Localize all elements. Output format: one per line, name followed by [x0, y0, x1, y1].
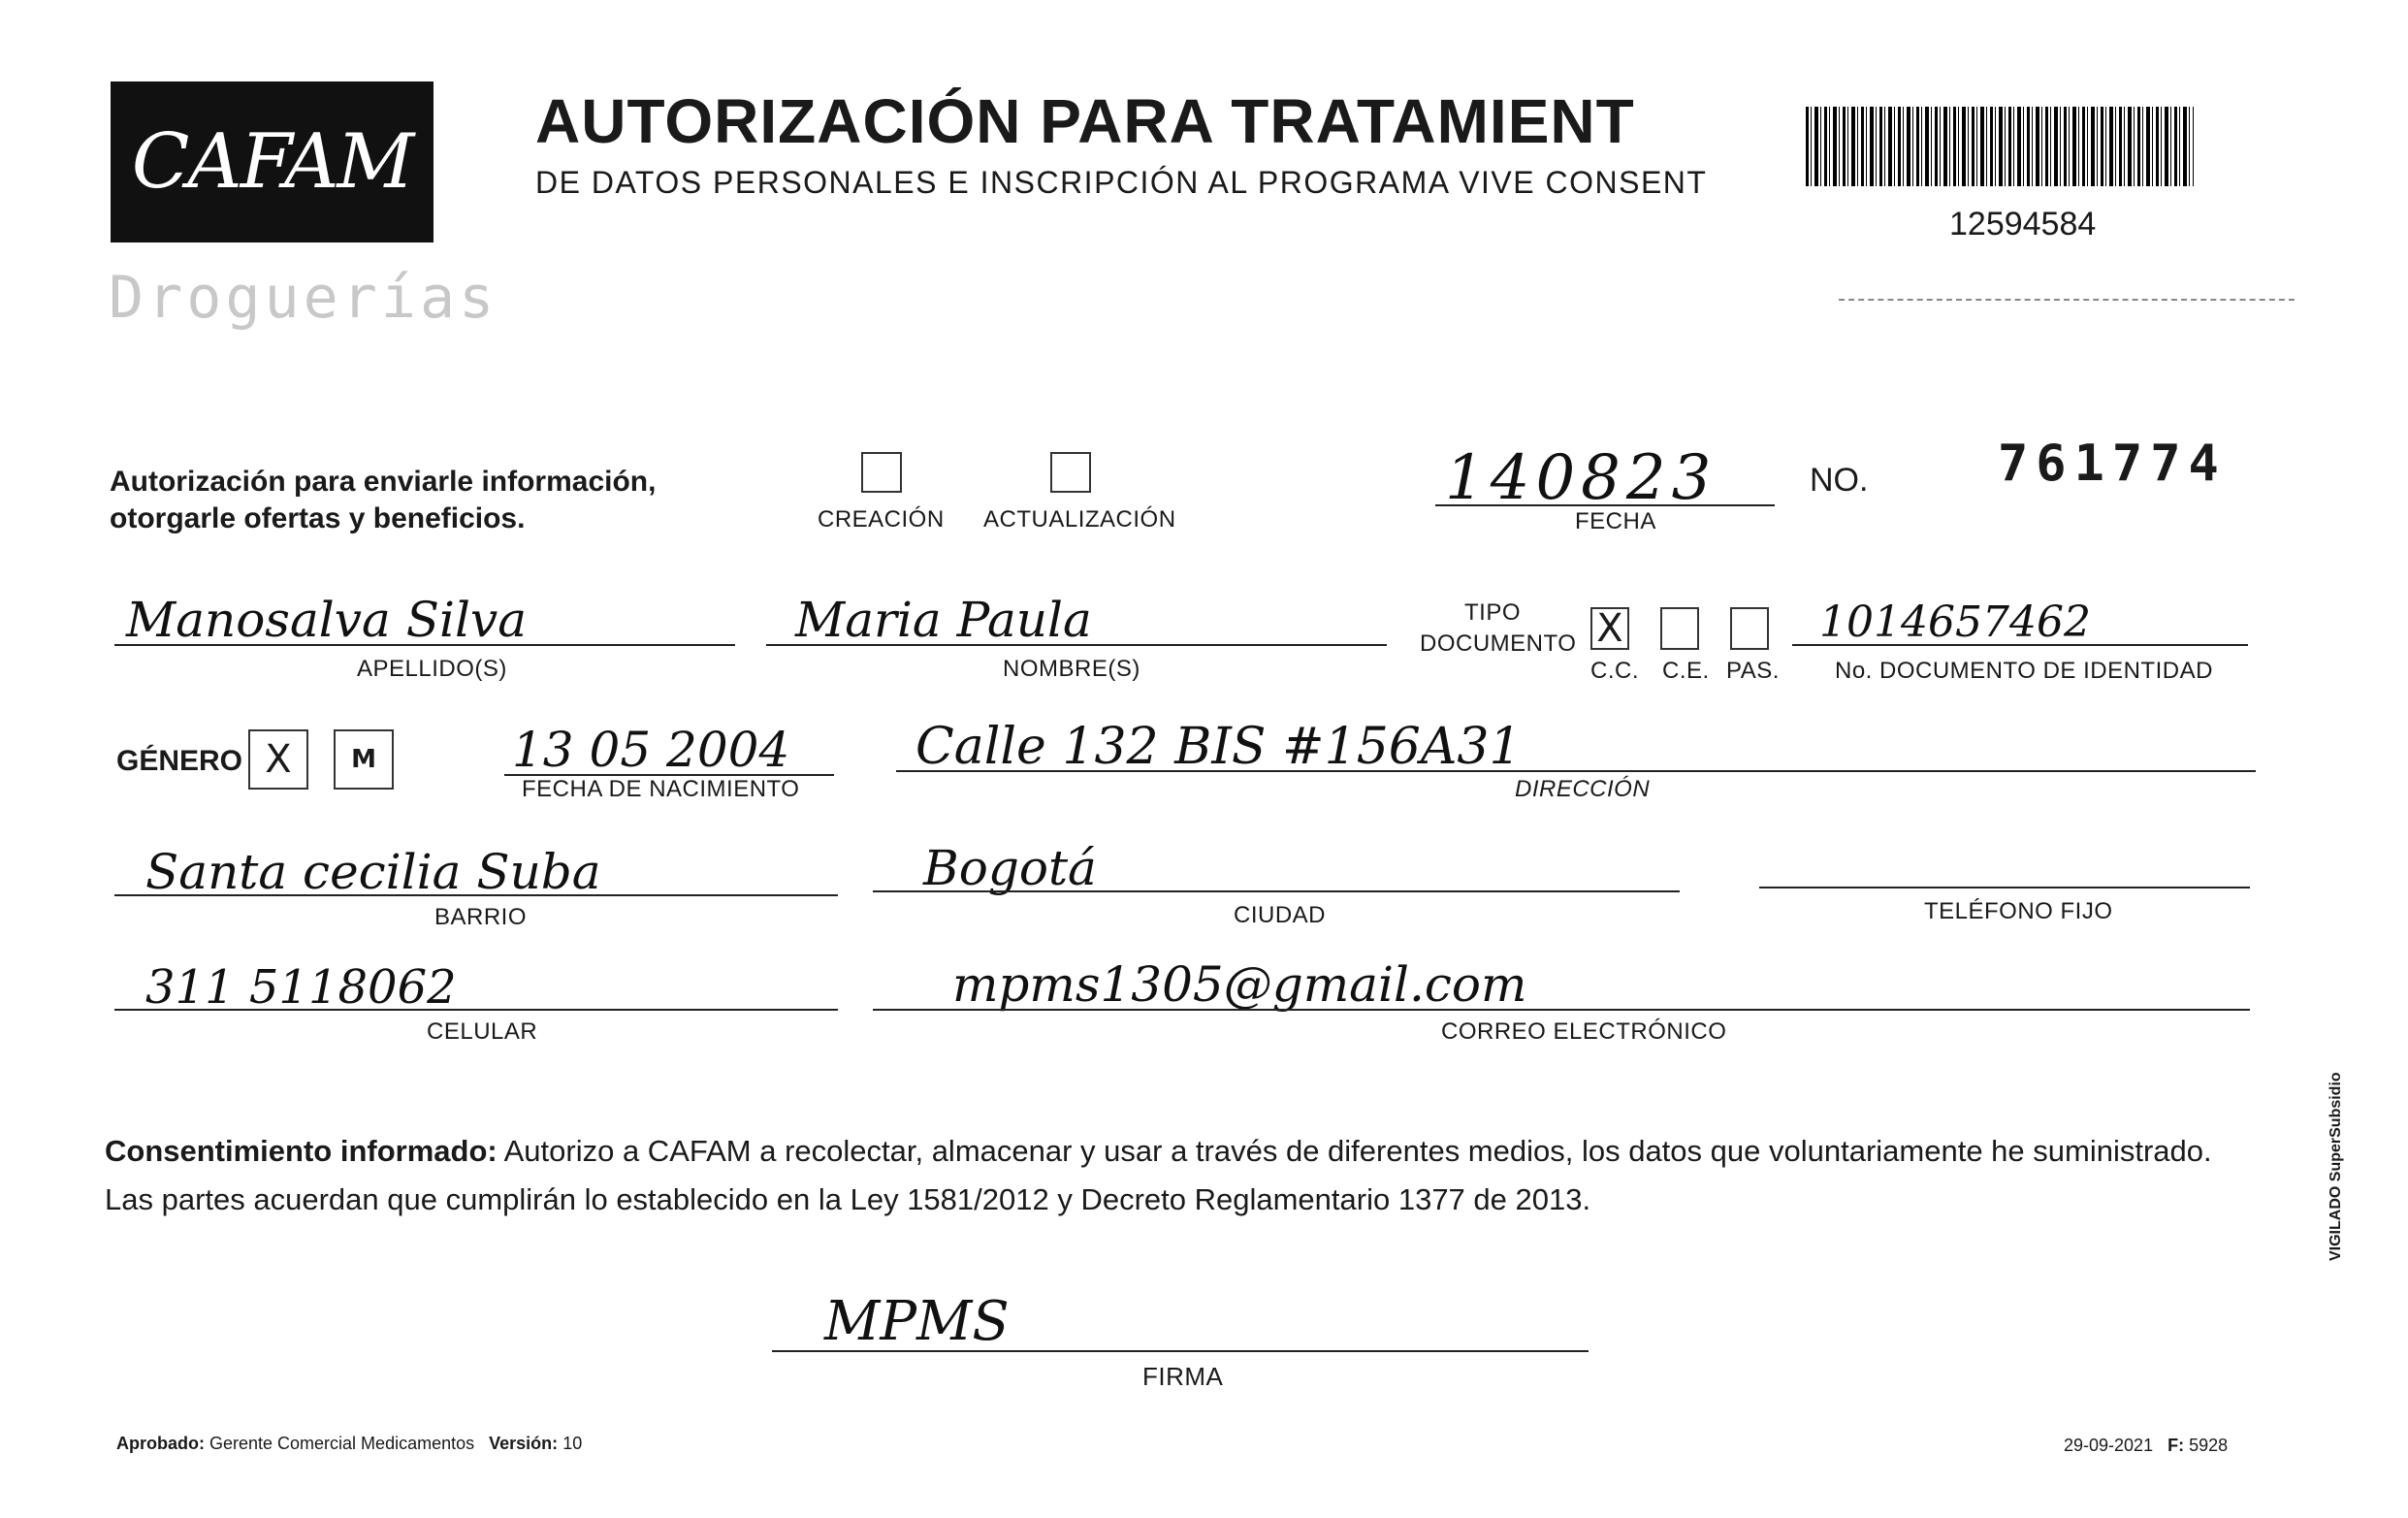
doc-number-value: 1014657462: [1819, 598, 2091, 647]
authorization-line-2: otorgarle ofertas y beneficios.: [110, 502, 526, 534]
logo-subtitle: Droguerías: [109, 264, 498, 332]
barrio-value: Santa cecilia Suba: [145, 844, 601, 900]
address-line[interactable]: [896, 770, 2256, 772]
number-label: NO.: [1810, 462, 1869, 499]
ce-checkbox[interactable]: [1660, 607, 1699, 650]
form-title: AUTORIZACIÓN PARA TRATAMIENT: [535, 86, 1635, 156]
date-value: 140823: [1445, 442, 1718, 514]
cc-mark: X: [1596, 606, 1623, 651]
pas-checkbox[interactable]: [1730, 607, 1769, 650]
consent-line-1: [105, 1127, 2267, 1176]
surnames-value: Manosalva Silva: [126, 592, 528, 648]
gender-f-checkbox[interactable]: [248, 729, 308, 790]
authorization-line-1: Autorización para enviarle información,: [110, 466, 657, 498]
names-value: Maria Paula: [795, 592, 1092, 648]
footer-approved: [116, 1434, 582, 1454]
city-value: Bogotá: [923, 840, 1097, 896]
email-label: CORREO ELECTRÓNICO: [1441, 1018, 1727, 1045]
consent-text: [105, 1127, 2267, 1224]
cc-label: C.C.: [1590, 658, 1639, 684]
f-label: F:: [2167, 1436, 2185, 1455]
birth-date-label: FECHA DE NACIMIENTO: [522, 776, 800, 802]
address-value: Calle 132 BIS #156A31: [915, 718, 1522, 776]
cc-checkbox[interactable]: [1590, 607, 1629, 650]
signature-label: FIRMA: [1142, 1362, 1224, 1391]
consent-lead: Consentimiento informado:: [105, 1134, 498, 1168]
barcode-image: [1806, 107, 2194, 186]
phone-line[interactable]: [1759, 887, 2250, 888]
version-label: Versión:: [489, 1434, 559, 1453]
names-label: NOMBRE(S): [1003, 656, 1140, 682]
signature-line[interactable]: [772, 1350, 1589, 1352]
cell-label: CELULAR: [427, 1018, 538, 1045]
surnames-label: APELLIDO(S): [357, 656, 507, 682]
city-label: CIUDAD: [1234, 902, 1327, 928]
divider: [1839, 299, 2295, 301]
names-line[interactable]: [766, 644, 1387, 646]
footer-date: 29-09-2021: [2064, 1436, 2154, 1455]
gender-m-label: M: [351, 745, 376, 774]
cell-value: 311 5118062: [145, 960, 457, 1015]
side-text: VIGILADO SuperSubsidio: [2328, 1072, 2344, 1261]
barrio-label: BARRIO: [434, 904, 528, 930]
signature-value: MPMS: [824, 1290, 1010, 1353]
pas-label: PAS.: [1726, 658, 1780, 684]
consent-line-2: Las partes acuerdan que cumplirán lo establecido en la Ley 1581/2012 y Decreto Reglamentario 1377 de 2013.: [105, 1182, 1591, 1216]
consent-text-1: Autorizo a CAFAM a recolectar, almacenar y usar a través de diferentes medios, los datos que voluntariamente he suministrado.: [497, 1134, 2212, 1168]
gender-f-mark: X: [265, 737, 292, 782]
email-line[interactable]: [873, 1009, 2250, 1011]
date-label: FECHA: [1575, 508, 1656, 534]
ce-label: C.E.: [1662, 658, 1710, 684]
cafam-logo: [111, 81, 433, 242]
version-value: 10: [562, 1434, 583, 1453]
doc-type-label-1: TIPO: [1464, 599, 1522, 626]
surnames-line[interactable]: [114, 644, 735, 646]
approved-label: Aprobado:: [116, 1434, 205, 1453]
approved-value: Gerente Comercial Medicamentos: [209, 1434, 475, 1453]
footer-right: [2064, 1436, 2228, 1456]
address-label: DIRECCIÓN: [1515, 776, 1651, 802]
doc-number-label: No. DOCUMENTO DE IDENTIDAD: [1835, 658, 2213, 684]
gender-m-checkbox[interactable]: [334, 729, 394, 790]
update-checkbox[interactable]: [1050, 452, 1091, 493]
barrio-line[interactable]: [114, 894, 838, 896]
birth-date-value: 13 05 2004: [512, 722, 790, 778]
date-line: [1435, 504, 1775, 506]
authorization-text: [110, 464, 656, 537]
doc-type-label-2: DOCUMENTO: [1420, 630, 1577, 657]
cell-line[interactable]: [114, 1009, 838, 1011]
doc-number-line[interactable]: [1792, 644, 2248, 646]
creation-label: CREACIÓN: [818, 506, 945, 533]
update-label: ACTUALIZACIÓN: [983, 506, 1176, 533]
f-value: 5928: [2189, 1436, 2229, 1455]
logo-text: CAFAM: [131, 118, 413, 206]
form-number: 761774: [1998, 435, 2227, 493]
email-value: mpms1305@gmail.com: [952, 956, 1527, 1013]
phone-label: TELÉFONO FIJO: [1924, 898, 2113, 924]
gender-label: GÉNERO: [116, 745, 243, 777]
barcode-number: 12594584: [1949, 206, 2097, 242]
form-subtitle: DE DATOS PERSONALES E INSCRIPCIÓN AL PROGRAMA VIVE CONSENT: [535, 165, 1708, 200]
city-line[interactable]: [873, 890, 1680, 892]
creation-checkbox[interactable]: [861, 452, 902, 493]
